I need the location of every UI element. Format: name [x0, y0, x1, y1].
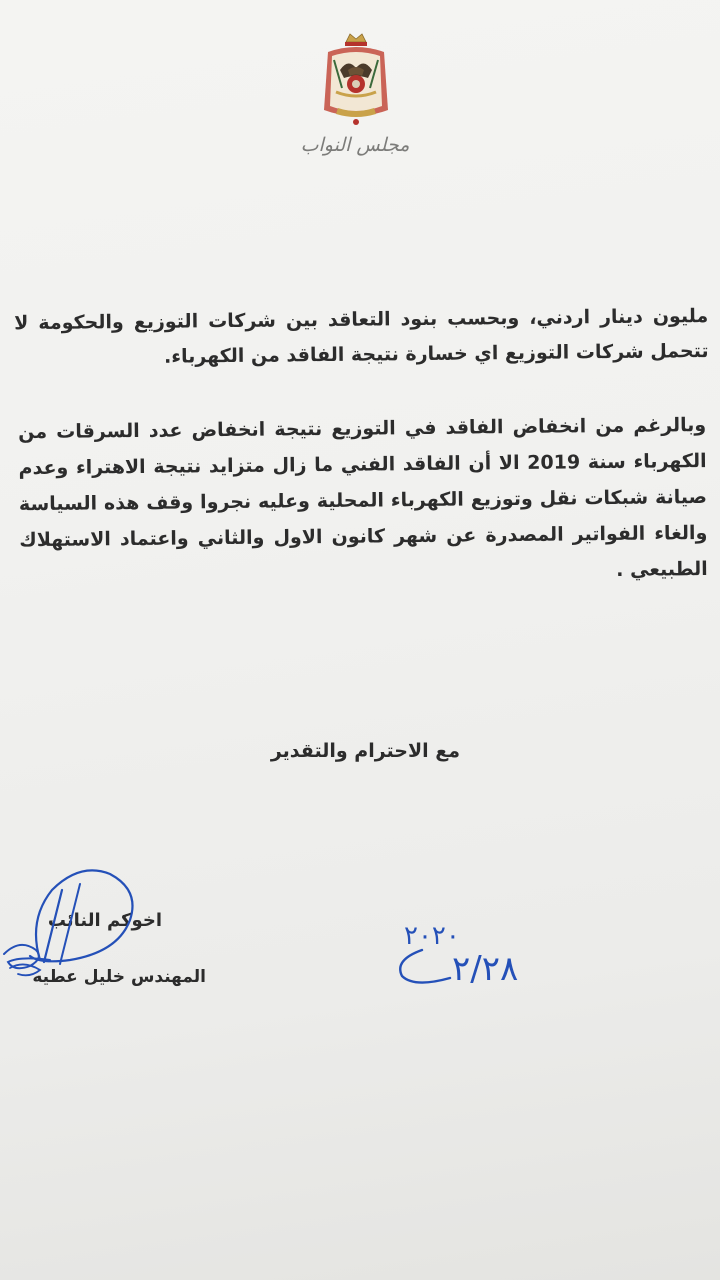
footer-watermark — [300, 1266, 420, 1279]
letterhead-title: مجلس النواب — [300, 134, 410, 156]
handwritten-date-day-month: ٢/٢٨ — [452, 949, 519, 989]
coat-of-arms-icon — [318, 30, 394, 130]
body-paragraph-1: مليون دينار اردني، وبحسب بنود التعاقد بين شركات التوزيع والحكومة لا تتحمل شركات التوزيع اي خسارة نتيجة الفاقد من الكهرباء. — [14, 304, 709, 368]
signature-title: اخوكم النائب — [47, 910, 162, 931]
closing-salutation: مع الاحترام والتقدير — [270, 740, 460, 762]
handwritten-signature — [0, 860, 150, 990]
body-paragraph-2: وبالرغم من انخفاض الفاقد في التوزيع نتيجة انخفاض عدد السرقات من الكهرباء سنة 2019 الا أن الفاقد الفني ما زال متزايد نتيجة الاهتراء وعدم صيانة شبكات نقل وتوزيع الكهرباء المحلية وعليه نجروا وقف هذه السياسة والغاء الفواتير المصدرة عن شهر كانون الاول والثاني واعتماد الاستهلاك الطبيعي . — [18, 413, 708, 581]
handwritten-date-year: ٢٠٢٠ — [404, 921, 460, 951]
handwritten-date — [392, 908, 542, 998]
signature-name: المهندس خليل عطيه — [32, 967, 206, 987]
